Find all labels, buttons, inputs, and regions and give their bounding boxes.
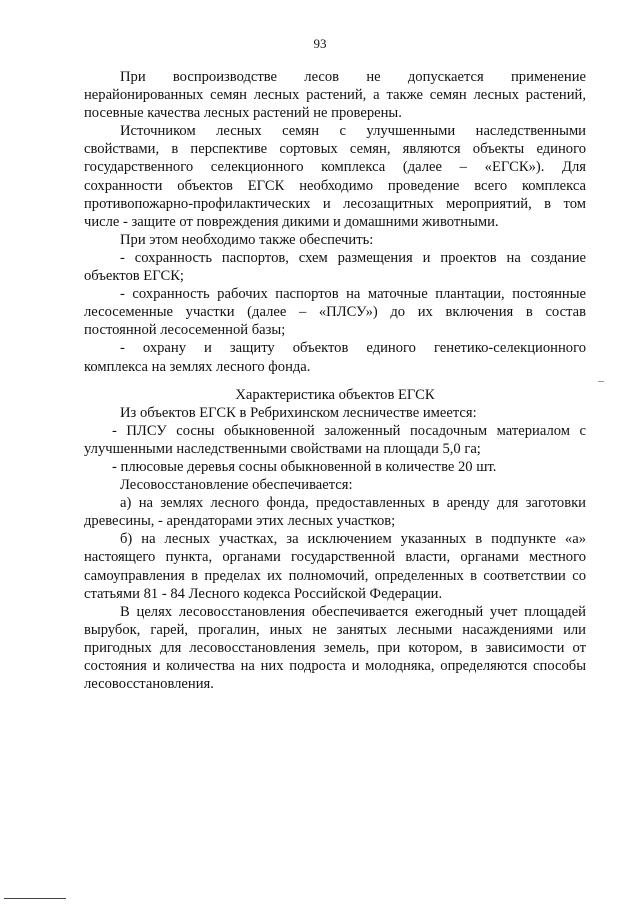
page-number: 93: [313, 36, 327, 51]
text-line: При этом необходимо также обеспечить:: [120, 231, 374, 248]
document-body: [84, 68, 586, 693]
text-line: комплекса на землях лесного фонда.: [84, 358, 311, 375]
text-line: нерайонированных семян лесных растений, а также семян лесных растений,: [84, 87, 586, 104]
text-line: улучшенными наследственными свойствами на площади 5,0 га;: [84, 440, 481, 457]
text-line: - сохранность рабочих паспортов на маточные плантации, постоянные: [120, 286, 586, 303]
text-line: а) на землях лесного фонда, предоставленных в аренду для заготовки: [120, 495, 586, 512]
text-line: состояния и количества на них подроста и молодняка, определяются способы: [84, 658, 586, 674]
text-line: постоянной лесосеменной базы;: [84, 322, 286, 339]
text-line: Лесовосстановление обеспечивается:: [120, 477, 353, 494]
text-line: Источником лесных семян с улучшенными наследственными: [120, 123, 586, 140]
text-line: настоящего пункта, органами государственной власти, органами местного: [84, 549, 586, 566]
text-line: противопожарно-профилактических и лесозащитных мероприятий, в том: [84, 195, 586, 212]
text-line: государственного селекционного комплекса (далее – «ЕГСК»). Для: [84, 159, 586, 176]
text-line: посевные качества лесных растений не проверены.: [84, 105, 402, 122]
text-line: лесосеменные участки (далее – «ПЛСУ») до их включения в состав: [84, 304, 586, 321]
text-line: - охрану и защиту объектов единого генетико-селекционного: [120, 340, 586, 357]
text-line: числе - защите от повреждения дикими и домашними животными.: [84, 213, 499, 230]
text-line: сохранности объектов ЕГСК необходимо проведение всего комплекса: [84, 177, 586, 194]
text-line: статьями 81 - 84 Лесного кодекса Российской Федерации.: [84, 585, 443, 602]
text-line: б) на лесных участках, за исключением указанных в подпункте «а»: [120, 531, 586, 548]
corner-rule: [4, 898, 66, 899]
text-line: - плюсовые деревья сосны обыкновенной в количестве 20 шт.: [112, 458, 497, 475]
scan-mark: [598, 381, 604, 382]
text-line: самоуправления в пределах их полномочий, определенных в соответствии со: [84, 567, 586, 584]
text-line: пригодных для лесовосстановления земель, при котором, в зависимости от: [84, 639, 586, 656]
section-heading: Характеристика объектов ЕГСК: [235, 386, 435, 403]
text-line: древесины, - арендаторами этих лесных участков;: [84, 513, 396, 530]
text-line: вырубок, гарей, прогалин, иных не занятых лесными насаждениями или: [84, 621, 586, 638]
text-line: - сохранность паспортов, схем размещения и проектов на создание: [120, 249, 586, 266]
text-line: свойствами, в перспективе сортовых семян, являются объекты единого: [84, 141, 586, 158]
text-line: лесовосстановления.: [84, 676, 214, 693]
text-line: Из объектов ЕГСК в Ребрихинском лесничестве имеется:: [120, 404, 477, 421]
text-line: В целях лесовосстановления обеспечивается ежегодный учет площадей: [120, 603, 586, 620]
text-line: - ПЛСУ сосны обыкновенной заложенный посадочным материалом с: [112, 422, 586, 439]
text-line: При воспроизводстве лесов не допускается применение: [120, 69, 586, 85]
text-line: объектов ЕГСК;: [84, 268, 184, 285]
